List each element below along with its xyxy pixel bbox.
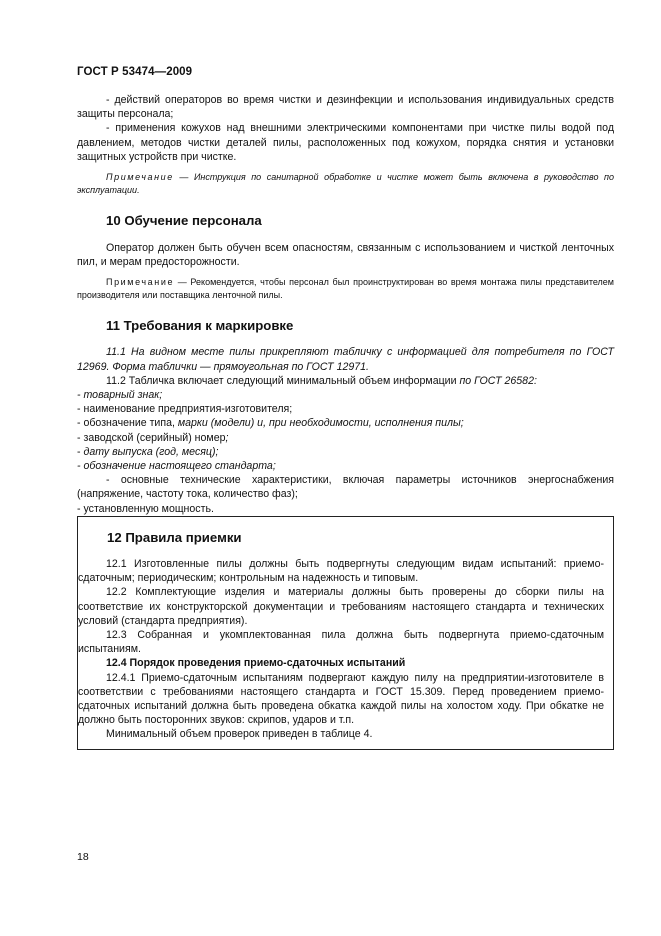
list-item	[77, 431, 614, 445]
list-item-text: - обозначение типа,	[77, 417, 178, 430]
page-number: 18	[77, 851, 89, 863]
note	[77, 276, 614, 301]
paragraph: 12.3 Собранная и укомплектованная пила должна быть подвергнута приемо-сдаточным испытаниям.	[78, 629, 604, 656]
list-item-text: - заводской (серийный) номер	[77, 431, 226, 444]
changed-section-box	[77, 516, 614, 750]
list-item: - наименование предприятия-изготовителя;	[77, 403, 293, 416]
list-item	[77, 416, 614, 430]
list-item: - обозначение настоящего стандарта;	[77, 460, 276, 473]
note-label: Примечание	[106, 172, 174, 183]
paragraph: 12.4.1 Приемо-сдаточным испытаниям подвергают каждую пилу на предприятии-изготовителе в соответствии с требованиями настоящего стандарта и ГОСТ 15.309. Перед проведением приемо-сдаточных испытаний должна быть проведена обкатка каждой пилы на холостом ходу. При обкатке не должно быть посторонних звуков: скрипов, ударов и т.п.	[78, 671, 604, 727]
list-item: - товарный знак;	[77, 389, 163, 402]
paragraph: Минимальный объем проверок приведен в таблице 4.	[106, 728, 373, 741]
list-item-text: -	[77, 445, 84, 458]
paragraph-ref: по ГОСТ 26582:	[459, 374, 537, 387]
paragraph: 12.1 Изготовленные пилы должны быть подвергнуты следующим видам испытаний: приемо-сдаточным; периодическим; контрольным на надежность и типовым.	[78, 558, 604, 585]
note-label: Примечание	[106, 277, 175, 288]
note	[77, 171, 614, 196]
list-item	[77, 445, 614, 459]
subsection-heading: 12.4 Порядок проведения приемо-сдаточных испытаний	[106, 657, 406, 670]
paragraph-text: 11.2 Табличка включает следующий минимальный объем информации	[106, 374, 460, 387]
note-text: — Рекомендуется, чтобы персонал был проинструктирован во время монтажа пилы представителем производителя или поставщика ленточной пилы.	[77, 277, 614, 300]
list-item: - основные технические характеристики, включая параметры источников энергоснабжения (напряжение, частоту тока, количество фаз);	[77, 474, 614, 501]
page-content	[77, 0, 614, 516]
note-text: — Инструкция по санитарной обработке и чистке может быть включена в руководство по эксплуатации.	[77, 172, 614, 195]
list-item-italic: ;	[225, 431, 229, 444]
section-heading: 12 Правила приемки	[107, 530, 242, 545]
list-item: - действий операторов во время чистки и дезинфекции и использования индивидуальных средств защиты персонала;	[77, 94, 614, 121]
list-item-italic: марки (модели) и, при необходимости, исполнения пилы;	[177, 417, 464, 430]
section-heading: 11 Требования к маркировке	[106, 318, 294, 334]
list-item: - установленную мощность.	[77, 502, 214, 515]
paragraph	[77, 374, 614, 388]
paragraph: 11.1 На видном месте пилы прикрепляют табличку с информацией для потребителя по ГОСТ 12969. Форма таблички — прямоугольная по ГОСТ 12971.	[77, 346, 614, 373]
paragraph: 12.2 Комплектующие изделия и материалы должны быть проверены до сборки пилы на соответствие их конструкторской документации и требованиям настоящего стандарта и технических условий (стандарта предприятия).	[78, 586, 604, 627]
paragraph: Оператор должен быть обучен всем опасностям, связанным с использованием и чисткой ленточных пил, и мерам предосторожности.	[77, 242, 614, 269]
list-item-italic: дату выпуска (год, месяц);	[83, 445, 219, 458]
section-heading: 10 Обучение персонала	[106, 213, 262, 229]
document-header: ГОСТ Р 53474—2009	[77, 66, 193, 78]
list-item: - применения кожухов над внешними электрическими компонентами при чистке пилы водой под давлением, методов чистки деталей пилы, расположенных под кожухом, порядка снятия и установки защитных устройств при чистке.	[77, 122, 614, 163]
